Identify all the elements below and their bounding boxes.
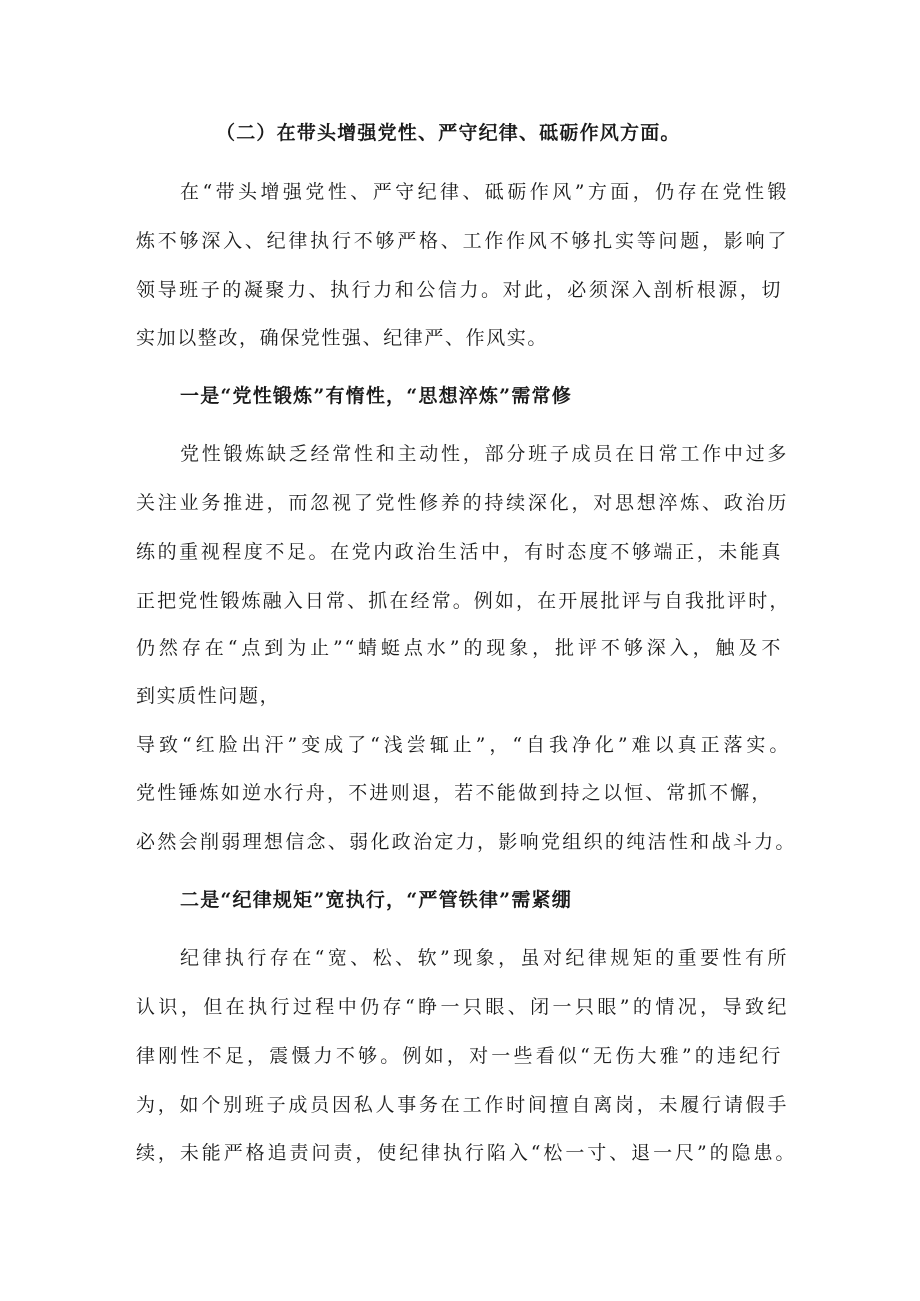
point-two-heading: 二是“纪律规矩”宽执行，“严管铁律”需紧绷	[180, 889, 572, 911]
section-title: （二）在带头增强党性、严守纪律、砥砺作风方面。	[216, 122, 681, 144]
intro-line: 实加以整改，确保党性强、纪律严、作风实。	[136, 327, 549, 349]
intro-line: 在“带头增强党性、严守纪律、砥砺作风”方面，仍存在党性锻	[180, 181, 788, 203]
intro-line: 领导班子的凝聚力、执行力和公信力。对此，必须深入剖析根源，切	[136, 279, 782, 301]
point-two-line: 为，如个别班子成员因私人事务在工作时间擅自离岗，未履行请假手	[136, 1094, 788, 1116]
point-one-line: 党性锤炼如逆水行舟，不进则退，若不能做到持之以恒、常抓不懈，	[136, 782, 772, 804]
point-two-line: 纪律执行存在“宽、松、软”现象，虽对纪律规矩的重要性有所	[180, 947, 788, 969]
point-one-line: 仍然存在“点到为止”“蜻蜓点水”的现象，批评不够深入，触及不	[136, 637, 782, 659]
point-one-line: 必然会削弱理想信念、弱化政治定力，影响党组织的纯洁性和战斗力。	[136, 831, 796, 853]
point-one-line: 到实质性问题，	[136, 685, 281, 707]
point-one-line: 导致“红脸出汗”变成了“浅尝辄止”，“自我净化”难以真正落实。	[136, 734, 790, 756]
point-two-line: 续，未能严格追责问责，使纪律执行陷入“松一寸、退一尺”的隐患。	[136, 1142, 796, 1164]
intro-line: 炼不够深入、纪律执行不够严格、工作作风不够扎实等问题，影响了	[136, 230, 788, 252]
point-two-line: 律刚性不足，震慑力不够。例如，对一些看似“无伤大雅”的违纪行	[136, 1045, 782, 1067]
point-one-line: 练的重视程度不足。在党内政治生活中，有时态度不够端正，未能真	[136, 541, 782, 563]
point-one-heading: 一是“党性锻炼”有惰性，“思想淬炼”需常修	[180, 385, 572, 407]
point-one-line: 关注业务推进，而忽视了党性修养的持续深化，对思想淬炼、政治历	[136, 492, 788, 514]
point-two-line: 认识，但在执行过程中仍存“睁一只眼、闭一只眼”的情况，导致纪	[136, 996, 788, 1018]
point-one-line: 正把党性锻炼融入日常、抓在经常。例如，在开展批评与自我批评时，	[136, 590, 790, 612]
point-one-line: 党性锻炼缺乏经常性和主动性，部分班子成员在日常工作中过多	[180, 443, 788, 465]
